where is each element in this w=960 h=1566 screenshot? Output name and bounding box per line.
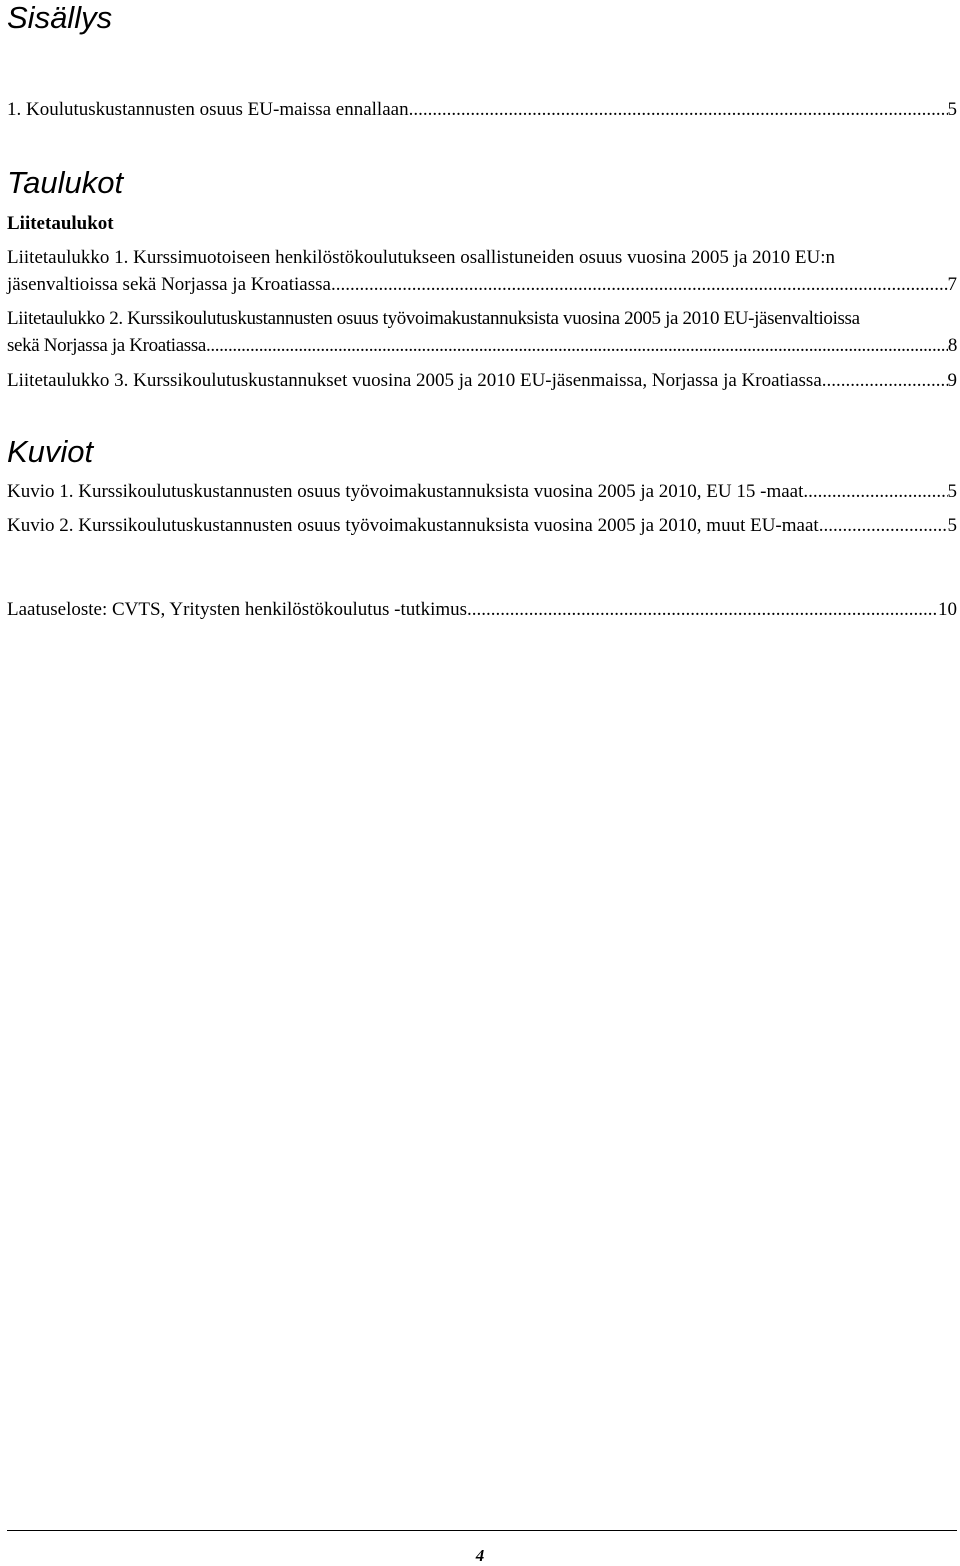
toc-entry-figure-1[interactable] (7, 478, 957, 505)
toc-entry-text: Liitetaulukko 2. Kurssikoulutuskustannusten osuus työvoimakustannuksista vuosina 2005 ja 2010 EU-jäsenvaltioissa (7, 308, 860, 329)
tables-heading: Taulukot (7, 165, 124, 200)
toc-entry-chapter-1[interactable] (7, 96, 957, 123)
toc-page-number: 9 (947, 370, 957, 391)
toc-entry-text: jäsenvaltioissa sekä Norjassa ja Kroatiassa (7, 274, 331, 295)
dot-leader (409, 96, 948, 123)
page-number: 4 (475, 1546, 485, 1565)
dot-leader (803, 478, 947, 505)
appendix-tables-subheading: Liitetaulukot (7, 213, 114, 234)
toc-entry-text: Liitetaulukko 3. Kurssikoulutuskustannukset vuosina 2005 ja 2010 EU-jäsenmaissa, Norjassa ja Kroatiassa (7, 370, 822, 391)
toc-entry-text: Kuvio 2. Kurssikoulutuskustannusten osuus työvoimakustannuksista vuosina 2005 ja 2010, muut EU-maat (7, 515, 819, 536)
toc-entry-text: sekä Norjassa ja Kroatiassa (7, 335, 206, 356)
dot-leader (467, 596, 938, 623)
toc-page-number: 5 (947, 99, 957, 120)
toc-entry-text: Laatuseloste: CVTS, Yritysten henkilöstökoulutus -tutkimus (7, 599, 468, 620)
toc-page-number: 10 (938, 599, 957, 620)
toc-page-number: 8 (947, 335, 957, 356)
toc-page-number: 7 (947, 274, 957, 295)
dot-leader (331, 271, 948, 298)
toc-entry-figure-2[interactable] (7, 512, 957, 539)
figures-heading: Kuviot (7, 434, 94, 469)
toc-entry-appendix-table-1[interactable] (7, 244, 957, 298)
toc-entry-appendix-table-3[interactable] (7, 367, 957, 394)
dot-leader (819, 512, 948, 539)
toc-entry-quality-report[interactable] (7, 596, 957, 623)
toc-entry-text: 1. Koulutuskustannusten osuus EU-maissa ennallaan (7, 99, 409, 120)
footer-rule (7, 1530, 957, 1531)
toc-page-number: 5 (947, 481, 957, 502)
dot-leader (822, 367, 948, 394)
toc-page-number: 5 (947, 515, 957, 536)
toc-entry-appendix-table-2[interactable] (7, 305, 957, 359)
contents-heading: Sisällys (7, 0, 113, 35)
toc-entry-text: Kuvio 1. Kurssikoulutuskustannusten osuus työvoimakustannuksista vuosina 2005 ja 2010, EU 15 -maat (7, 481, 804, 502)
toc-entry-text: Liitetaulukko 1. Kurssimuotoiseen henkilöstökoulutukseen osallistuneiden osuus vuosina 2005 ja 2010 EU:n (7, 247, 836, 268)
dot-leader (206, 332, 948, 359)
